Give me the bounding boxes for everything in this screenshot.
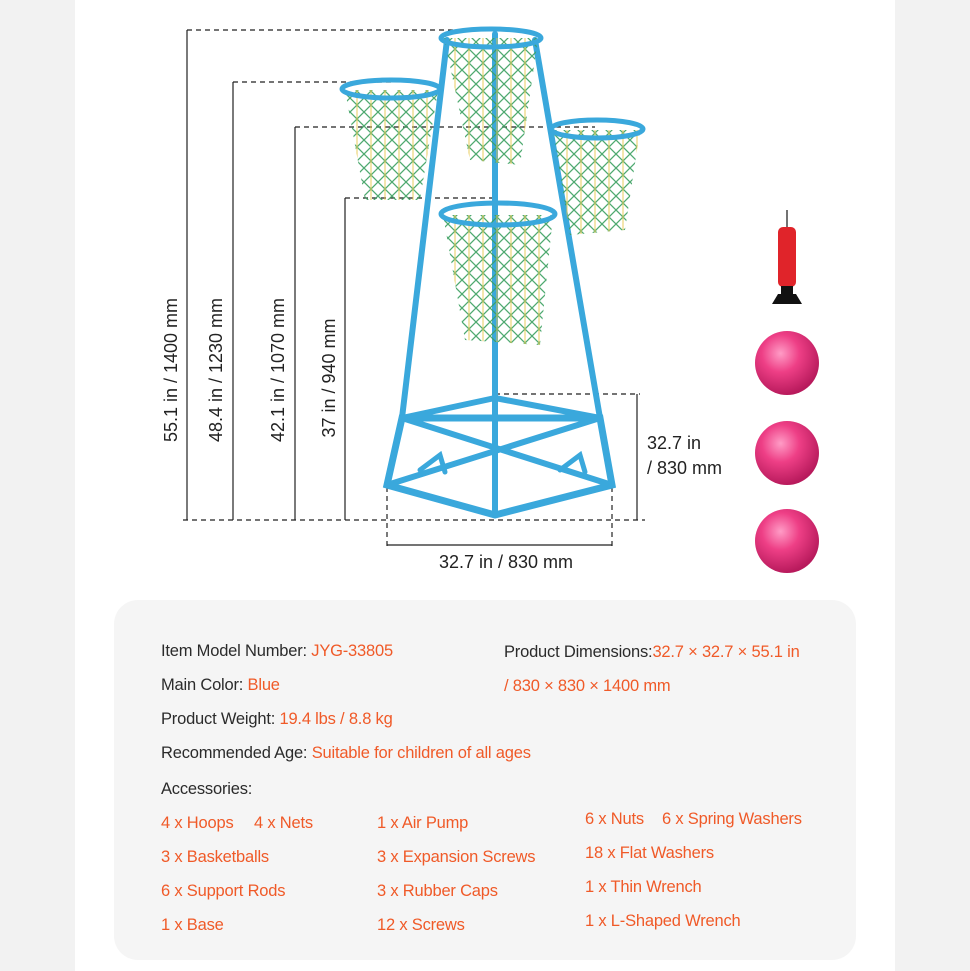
accessory-item: 1 x Thin Wrench bbox=[585, 878, 702, 896]
accessory-item: 6 x Spring Washers bbox=[662, 810, 802, 828]
height-label-3: 42.1 in / 1070 mm bbox=[268, 297, 288, 443]
accessory-item: 1 x Base bbox=[161, 916, 224, 934]
main-color bbox=[161, 676, 280, 695]
accessory-item: 4 x Hoops bbox=[161, 814, 234, 832]
height-label-4: 37 in / 940 mm bbox=[319, 318, 339, 438]
color-label: Main Color: bbox=[161, 676, 248, 694]
accessory-item: 18 x Flat Washers bbox=[585, 844, 714, 862]
age-value: Suitable for children of all ages bbox=[311, 744, 531, 762]
base-height-label-line1: 32.7 in bbox=[647, 433, 702, 453]
base-height-label-line2: / 830 mm bbox=[647, 458, 723, 478]
age-label: Recommended Age: bbox=[161, 744, 312, 762]
height-label-2: 48.4 in / 1230 mm bbox=[206, 297, 226, 443]
accessory-item: 3 x Expansion Screws bbox=[377, 848, 536, 866]
dims-value-1: 32.7 × 32.7 × 55.1 in bbox=[652, 643, 800, 661]
accessory-item: 3 x Rubber Caps bbox=[377, 882, 498, 900]
color-value: Blue bbox=[247, 676, 280, 694]
accessories-heading: Accessories: bbox=[161, 780, 253, 798]
recommended-age bbox=[161, 744, 531, 763]
weight-value: 19.4 lbs / 8.8 kg bbox=[279, 710, 393, 728]
dims-value-2: / 830 × 830 × 1400 mm bbox=[504, 677, 671, 695]
product-weight bbox=[161, 710, 393, 729]
accessory-item: 4 x Nets bbox=[254, 814, 313, 832]
accessory-item: 6 x Support Rods bbox=[161, 882, 286, 900]
dims-label: Product Dimensions: bbox=[504, 643, 653, 661]
height-label-1: 55.1 in / 1400 mm bbox=[161, 297, 181, 443]
accessory-item: 12 x Screws bbox=[377, 916, 465, 934]
model-label: Item Model Number: bbox=[161, 642, 312, 660]
accessory-item: 6 x Nuts bbox=[585, 810, 644, 828]
weight-label: Product Weight: bbox=[161, 710, 280, 728]
base-width-label: 32.7 in / 830 mm bbox=[438, 552, 574, 572]
accessory-item: 1 x L-Shaped Wrench bbox=[585, 912, 741, 930]
product-dimensions bbox=[504, 643, 800, 662]
basketballs bbox=[755, 331, 819, 573]
accessory-item: 1 x Air Pump bbox=[377, 814, 469, 832]
accessory-item: 3 x Basketballs bbox=[161, 848, 269, 866]
model-value: JYG-33805 bbox=[311, 642, 393, 660]
model-number bbox=[161, 642, 393, 661]
air-pump-icon bbox=[772, 210, 802, 304]
